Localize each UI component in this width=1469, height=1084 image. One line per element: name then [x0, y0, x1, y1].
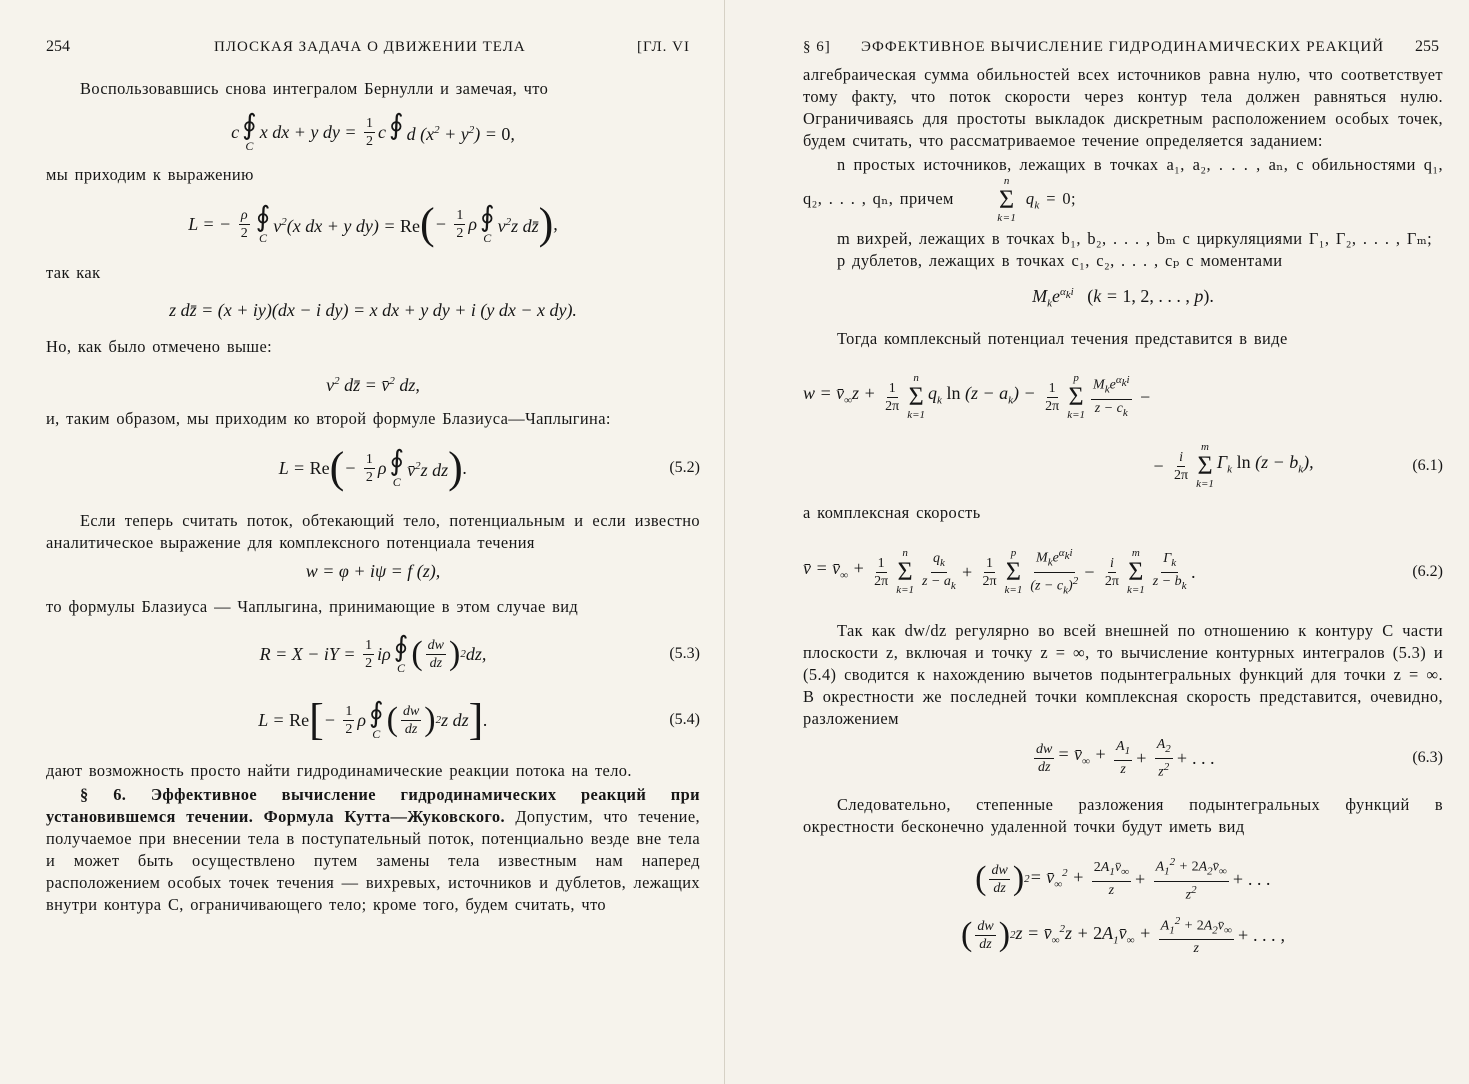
equation-6-1-line-2: − $\frac{i}{2\pi}$ m Σ k=1 $\Gamma_k$ $\ln (z - b_k)$, (6.1)	[1152, 441, 1443, 490]
equation-moment-L: L = − $\frac{\rho}{2}$ ∮ C $v^2(x$ dx + y dy) = Re ( − $\frac{1}{2}$ ρ ∮ C $v^2z$ dz̄ ) ,	[188, 199, 558, 248]
equation-expansion-2: ( $\frac{dw}{dz}$ ) 2 $z = v̄_\infty^2z$ + $2A_1v̄_\infty$ + $\frac{A_1^2 + 2A_2v̄_\infty}{z}$ + . . . ,	[961, 914, 1285, 957]
left-paragraph-1: Воспользовавшись снова интегралом Бернулли и замечая, что	[80, 79, 549, 98]
left-running-title: ПЛОСКАЯ ЗАДАЧА О ДВИЖЕНИИ ТЕЛА	[214, 39, 526, 55]
left-page-number: 254	[46, 38, 70, 55]
right-paragraph-2: Тогда комплексный потенциал течения представится в виде	[837, 329, 1288, 348]
equation-number-5-4: (5.4)	[669, 711, 700, 728]
equation-potential: w = φ + iψ = f (z),	[305, 561, 441, 581]
equation-bernoulli: c ∮ C x dx + y dy = $\frac{1}{2}$ c ∮ d $(x^2 + y^2) = 0$,	[231, 110, 515, 153]
item-vortices: m вихрей, лежащих в точках b₁, b₂, . . . , bₘ с циркуляциями Γ₁, Γ₂, . . . , Γₘ;	[837, 229, 1433, 248]
equation-expansion-1: ( $\frac{dw}{dz}$ ) 2 = $v̄_\infty^2$ + $\frac{2A_1v̄_\infty}{z}$ + $\frac{A_1^2 + 2A_2v̄_\infty}{z^2}$ + . . .	[975, 856, 1271, 903]
right-paragraph-1: алгебраическая сумма обильностей всех источников равна нулю, что соответствует тому факту, что поток скорости через контур тела должен равняться нулю. Ограничиваясь для простоты выкладок дискретным расположением особых точек, будем считать, что рассматриваемое течение определяется заданием:	[803, 65, 1443, 150]
section-6-title: § 6. Эффективное вычисление гидродинамических реакций при установившемся течении. Формула Кутта—Жуковского.	[46, 785, 700, 826]
right-paragraph-5: Следовательно, степенные разложения подынтегральных функций в окрестности бесконечно удаленной точки будут иметь вид	[803, 795, 1443, 836]
right-running-title: ЭФФЕКТИВНОЕ ВЫЧИСЛЕНИЕ ГИДРОДИНАМИЧЕСКИХ РЕАКЦИЙ	[861, 39, 1385, 55]
equation-5-4: L = Re [ − $\frac{1}{2}$ ρ ∮ C ( $\frac{dw}{dz}$ ) 2 z dz ] . (5.4)	[258, 695, 700, 744]
equation-number-6-3: (6.3)	[1412, 749, 1443, 766]
equation-number-5-3: (5.3)	[669, 645, 700, 662]
left-page	[0, 0, 724, 1084]
equation-5-2: L = Re ( − $\frac{1}{2}$ ρ ∮ C v̄$^2$z dz ) . (5.2)	[278, 443, 700, 492]
equation-zdz: z dz̄ = (x + iy)(dx − i dy) = x dx + y dy + i (y dx − x dy).	[169, 300, 577, 320]
equation-number-5-2: (5.2)	[669, 459, 700, 476]
left-paragraph-4: Но, как было отмечено выше:	[46, 337, 273, 356]
right-paragraph-3: а комплексная скорость	[803, 503, 981, 522]
section-6-paragraph	[46, 784, 700, 916]
equation-6-2: v̄ = $v̄_\infty$ + $\frac{1}{2\pi}$ n Σ k=1 $\frac{q_k}{z - a_k}$ + $\frac{1}{2\pi}$ p Σ k=1 $\frac{M_ke^{\alpha_ki}}{(z - c_k)^2}$ − $\frac{i}{2\pi}$ m Σ k=1 $\frac{\Gamma_k}{z - b_k}$ . (6.2)	[803, 547, 1443, 596]
left-paragraph-5: и, таким образом, мы приходим ко второй формуле Блазиуса—Чаплыгина:	[46, 409, 611, 428]
equation-v2: $v^2$ dz̄ = v̄$^2$ dz,	[326, 375, 420, 395]
left-paragraph-7: то формулы Блазиуса — Чаплыгина, принимающие в этом случае вид	[46, 597, 579, 616]
equation-5-3: R = X − iY = $\frac{1}{2}$ iρ ∮ C ( $\frac{dw}{dz}$ ) 2 dz, (5.3)	[259, 632, 700, 675]
right-section-label: § 6]	[803, 39, 831, 55]
left-running-head	[46, 30, 700, 56]
equation-6-3: $\frac{dw}{dz}$ = $v̄_\infty$ + $\frac{A_1}{z}$ + $\frac{A_2}{z^2}$ + . . . (6.3)	[1036, 736, 1443, 780]
left-paragraph-6: Если теперь считать поток, обтекающий тело, потенциальным и если известно аналитическое выражение для комплексного потенциала течения	[46, 511, 700, 552]
item-sources: n простых источников, лежащих в точках a₁, a₂, . . . , aₙ, с обильностями q₁, q₂, . . . , qₙ, причем n Σ k=1 $q_k = 0$;	[803, 155, 1443, 224]
left-paragraph-2: мы приходим к выражению	[46, 165, 254, 184]
equation-number-6-1: (6.1)	[1412, 457, 1443, 474]
item-doublets: p дублетов, лежащих в точках c₁, c₂, . . . , cₚ с моментами	[837, 251, 1283, 270]
right-page-number: 255	[1415, 38, 1439, 55]
right-running-head	[803, 30, 1443, 56]
left-chapter-label: [ГЛ. VI	[636, 39, 690, 55]
left-paragraph-3: так как	[46, 263, 101, 282]
section-6-text: Допустим, что течение, получаемое при внесении тела в поступательный поток, потенциально везде вне тела и может быть осуществлено путем замены тела известным нам наперед расположением особых точек течения — вихревых, источников и дублетов, лежащих внутри контура C, ограничивающего тело; кроме того, будем считать, что	[46, 807, 700, 914]
right-page	[724, 0, 1469, 1084]
right-paragraph-4: Так как dw/dz регулярно во всей внешней по отношению к контуру C части плоскости z, включая и точку z = ∞, то вычисление контурных интегралов (5.3) и (5.4) сводится к нахождению вычетов подынтегральных функций для точки z = ∞. В окрестности же последней точки комплексная скорость представится, очевидно, разложением	[803, 621, 1443, 728]
equation-doublet-moments: $M_ke^{\alpha_ki}$ (k = 1, 2, . . . , p).	[1032, 286, 1214, 310]
left-paragraph-8: дают возможность просто найти гидродинамические реакции потока на тело.	[46, 761, 632, 780]
equation-6-1-line-1: $w = v̄_\infty z$ + $\frac{1}{2\pi}$ n Σ k=1 $q_k$ $\ln (z - a_k)$ − $\frac{1}{2\pi}$ p Σ k=1 $\frac{M_ke^{\alpha_ki}}{z - c_k}$ −	[803, 372, 1152, 421]
item-sources-text: n простых источников, лежащих в точках a₁, a₂, . . . , aₙ, с обильностями q₁, q₂, . . . , qₙ, причем	[803, 155, 1443, 208]
equation-number-6-2: (6.2)	[1412, 563, 1443, 580]
